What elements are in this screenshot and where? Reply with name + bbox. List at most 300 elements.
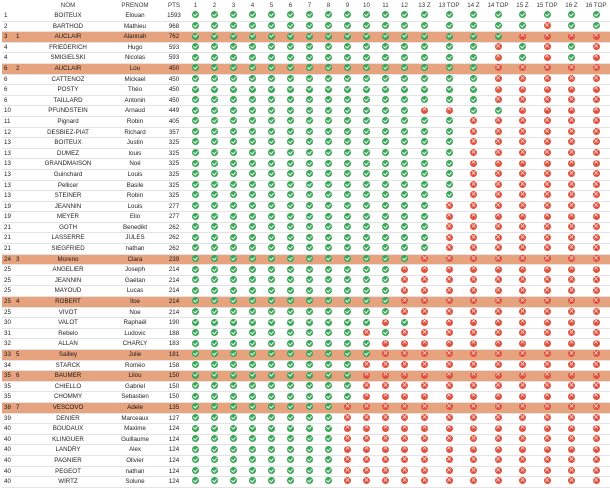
block-result-cell — [262, 254, 281, 265]
block-result-cell — [243, 21, 262, 32]
block-result-cell — [224, 445, 243, 456]
block-result-cell — [376, 413, 395, 424]
check-circle-icon — [421, 138, 428, 145]
check-circle-icon — [421, 234, 428, 241]
block-result-cell — [414, 74, 435, 85]
check-circle-icon — [363, 191, 370, 198]
block-result-cell — [395, 328, 414, 339]
cross-circle-icon — [593, 435, 600, 442]
cross-circle-icon — [593, 96, 600, 103]
block-result-cell — [338, 222, 357, 233]
check-circle-icon — [325, 149, 332, 156]
prenom-cell: Raphaël — [123, 319, 147, 327]
cross-circle-icon — [382, 435, 389, 442]
table-row — [2, 138, 610, 149]
cross-circle-icon — [519, 213, 526, 220]
check-circle-icon — [230, 435, 237, 442]
block-result-cell — [319, 318, 338, 329]
check-circle-icon — [268, 477, 275, 484]
cross-circle-icon — [593, 160, 600, 167]
check-circle-icon — [344, 22, 351, 29]
pts-cell: 357 — [168, 128, 180, 136]
block-result-cell — [435, 350, 463, 361]
category-rank-cell — [16, 148, 28, 159]
check-circle-icon — [421, 191, 428, 198]
block-result-cell — [463, 233, 484, 244]
block-result-cell — [395, 95, 414, 106]
block-result-cell — [357, 413, 376, 424]
block-result-cell — [582, 371, 610, 382]
block-result-cell — [300, 424, 319, 435]
block-result-cell — [262, 328, 281, 339]
check-circle-icon — [249, 372, 256, 379]
check-circle-icon — [249, 181, 256, 188]
block-result-cell — [512, 53, 533, 64]
cross-circle-icon — [568, 361, 575, 368]
check-circle-icon — [268, 255, 275, 262]
cross-circle-icon — [401, 382, 408, 389]
cross-circle-icon — [544, 54, 551, 61]
category-rank-cell — [16, 424, 28, 435]
block-result-cell — [205, 392, 224, 403]
block-result-cell — [463, 212, 484, 223]
block-result-cell — [435, 201, 463, 212]
check-circle-icon — [192, 393, 199, 400]
block-result-cell — [319, 244, 338, 255]
check-circle-icon — [211, 96, 218, 103]
block-result-cell — [300, 371, 319, 382]
check-circle-icon — [470, 22, 477, 29]
nom-cell: PAGNIER — [54, 456, 82, 464]
check-circle-icon — [325, 170, 332, 177]
check-circle-icon — [421, 22, 428, 29]
check-circle-icon — [268, 43, 275, 50]
prenom-cell: Guillaume — [121, 435, 149, 443]
block-result-cell — [262, 180, 281, 191]
category-rank-cell — [16, 434, 28, 445]
block-result-cell — [281, 74, 300, 85]
block-result-cell — [186, 74, 205, 85]
check-circle-icon — [249, 138, 256, 145]
cross-circle-icon — [568, 329, 575, 336]
block-result-cell — [319, 42, 338, 53]
check-circle-icon — [230, 319, 237, 326]
cross-circle-icon — [421, 477, 428, 484]
block-result-cell — [300, 159, 319, 170]
block-result-cell — [414, 63, 435, 74]
cross-circle-icon — [568, 382, 575, 389]
block-result-cell — [300, 466, 319, 477]
cross-circle-icon — [568, 297, 575, 304]
check-circle-icon — [287, 361, 294, 368]
block-result-cell — [435, 85, 463, 96]
block-result-cell — [395, 233, 414, 244]
check-circle-icon — [287, 425, 294, 432]
cross-circle-icon — [544, 393, 551, 400]
cross-circle-icon — [519, 308, 526, 315]
block-result-cell — [582, 169, 610, 180]
block-result-cell — [484, 381, 512, 392]
prenom-cell: Hugo — [127, 43, 143, 51]
block-result-cell — [205, 328, 224, 339]
cross-circle-icon — [470, 329, 477, 336]
cross-circle-icon — [470, 234, 477, 241]
cross-circle-icon — [421, 467, 428, 474]
block-result-cell — [300, 148, 319, 159]
block-result-cell — [512, 116, 533, 127]
nom-cell: ANGELIER — [52, 266, 84, 274]
check-circle-icon — [192, 477, 199, 484]
cross-circle-icon — [401, 393, 408, 400]
table-row — [2, 42, 610, 53]
block-result-cell — [484, 159, 512, 170]
cross-circle-icon — [593, 350, 600, 357]
check-circle-icon — [287, 477, 294, 484]
block-result-cell — [512, 318, 533, 329]
table-row — [2, 212, 610, 223]
block-result-cell — [262, 53, 281, 64]
check-circle-icon — [306, 403, 313, 410]
check-circle-icon — [287, 202, 294, 209]
cross-circle-icon — [401, 477, 408, 484]
block-result-cell — [414, 11, 435, 21]
cross-circle-icon — [446, 477, 453, 484]
check-circle-icon — [230, 456, 237, 463]
block-result-cell — [484, 180, 512, 191]
nom-cell: MEYER — [56, 213, 79, 221]
check-circle-icon — [192, 202, 199, 209]
block-result-cell — [463, 106, 484, 117]
block-result-cell — [561, 318, 582, 329]
block-result-cell — [376, 424, 395, 435]
cross-circle-icon — [593, 319, 600, 326]
pts-cell: 150 — [168, 382, 180, 390]
block-result-cell — [533, 32, 561, 43]
block-result-cell — [395, 445, 414, 456]
block-result-cell — [395, 297, 414, 308]
block-result-cell — [414, 212, 435, 223]
block-result-cell — [414, 413, 435, 424]
check-circle-icon — [325, 11, 332, 18]
cross-circle-icon — [593, 266, 600, 273]
block-result-cell — [357, 360, 376, 371]
prenom-cell: Alannah — [123, 33, 147, 41]
pts-cell: 214 — [168, 298, 180, 306]
block-result-cell — [300, 138, 319, 149]
check-circle-icon — [306, 446, 313, 453]
check-circle-icon — [287, 308, 294, 315]
block-result-cell — [561, 191, 582, 202]
cross-circle-icon — [593, 213, 600, 220]
block-result-cell — [561, 53, 582, 64]
rank-cell: 21 — [4, 234, 11, 242]
block-result-cell — [463, 116, 484, 127]
block-result-cell — [338, 402, 357, 413]
table-row — [2, 21, 610, 32]
block-result-cell — [243, 116, 262, 127]
check-circle-icon — [382, 255, 389, 262]
check-circle-icon — [344, 202, 351, 209]
block-header: 7 — [307, 1, 312, 9]
check-circle-icon — [401, 96, 408, 103]
check-circle-icon — [344, 244, 351, 251]
block-result-cell — [376, 148, 395, 159]
block-result-cell — [281, 127, 300, 138]
check-circle-icon — [306, 191, 313, 198]
check-circle-icon — [211, 149, 218, 156]
block-result-cell — [186, 275, 205, 286]
check-circle-icon — [211, 382, 218, 389]
nom-cell: PFUNDSTEIN — [48, 107, 88, 115]
cross-circle-icon — [401, 276, 408, 283]
prenom-cell: louis — [128, 149, 142, 157]
block-result-cell — [512, 95, 533, 106]
rank-cell: 13 — [4, 160, 11, 168]
table-row — [2, 11, 610, 21]
check-circle-icon — [192, 287, 199, 294]
block-result-cell — [262, 286, 281, 297]
block-result-cell — [395, 466, 414, 477]
rank-cell: 13 — [4, 170, 11, 178]
cross-circle-icon — [470, 128, 477, 135]
check-circle-icon — [249, 43, 256, 50]
rank-cell: 13 — [4, 139, 11, 147]
cross-circle-icon — [568, 435, 575, 442]
block-result-cell — [281, 106, 300, 117]
block-result-cell — [186, 148, 205, 159]
block-result-cell — [533, 191, 561, 202]
block-result-cell — [376, 127, 395, 138]
check-circle-icon — [268, 213, 275, 220]
block-result-cell — [533, 148, 561, 159]
check-circle-icon — [287, 255, 294, 262]
block-result-cell — [186, 265, 205, 276]
block-result-cell — [205, 180, 224, 191]
check-circle-icon — [421, 149, 428, 156]
block-result-cell — [262, 275, 281, 286]
check-circle-icon — [211, 477, 218, 484]
block-result-cell — [376, 445, 395, 456]
check-circle-icon — [249, 191, 256, 198]
check-circle-icon — [401, 11, 408, 18]
check-circle-icon — [230, 223, 237, 230]
block-result-cell — [512, 455, 533, 466]
check-circle-icon — [192, 297, 199, 304]
check-circle-icon — [249, 64, 256, 71]
block-result-cell — [395, 180, 414, 191]
block-result-cell — [338, 297, 357, 308]
block-result-cell — [243, 286, 262, 297]
cross-circle-icon — [495, 181, 502, 188]
check-circle-icon — [249, 75, 256, 82]
block-result-cell — [395, 402, 414, 413]
block-result-cell — [512, 222, 533, 233]
check-circle-icon — [306, 414, 313, 421]
block-result-cell — [561, 244, 582, 255]
cross-circle-icon — [495, 308, 502, 315]
block-result-cell — [224, 180, 243, 191]
cross-circle-icon — [568, 340, 575, 347]
prenom-cell: Clara — [127, 255, 143, 263]
block-result-cell — [338, 116, 357, 127]
block-result-cell — [533, 159, 561, 170]
check-circle-icon — [325, 107, 332, 114]
block-result-cell — [533, 371, 561, 382]
pts-cell: 262 — [168, 245, 180, 253]
check-circle-icon — [268, 329, 275, 336]
cross-circle-icon — [344, 414, 351, 421]
check-circle-icon — [344, 33, 351, 40]
category-rank-cell — [16, 445, 28, 456]
block-result-cell — [300, 42, 319, 53]
cross-circle-icon — [519, 329, 526, 336]
check-circle-icon — [268, 403, 275, 410]
check-circle-icon — [230, 96, 237, 103]
cross-circle-icon — [495, 350, 502, 357]
block-result-cell — [376, 53, 395, 64]
block-result-cell — [582, 434, 610, 445]
nom-cell: AUCLAIR — [54, 33, 82, 41]
block-result-cell — [414, 21, 435, 32]
check-circle-icon — [470, 96, 477, 103]
check-circle-icon — [363, 340, 370, 347]
block-result-cell — [435, 32, 463, 43]
block-result-cell — [484, 445, 512, 456]
block-result-cell — [262, 116, 281, 127]
check-circle-icon — [230, 276, 237, 283]
block-result-cell — [205, 233, 224, 244]
block-result-cell — [512, 265, 533, 276]
cross-circle-icon — [519, 477, 526, 484]
nom-cell: DENIER — [56, 414, 80, 422]
check-circle-icon — [268, 287, 275, 294]
table-row — [2, 222, 610, 233]
check-circle-icon — [211, 329, 218, 336]
block-result-cell — [205, 138, 224, 149]
cross-circle-icon — [495, 202, 502, 209]
check-circle-icon — [192, 255, 199, 262]
block-result-cell — [224, 254, 243, 265]
block-result-cell — [338, 381, 357, 392]
check-circle-icon — [306, 319, 313, 326]
check-circle-icon — [363, 319, 370, 326]
nom-cell: Pellicer — [57, 181, 79, 189]
check-circle-icon — [306, 372, 313, 379]
block-result-cell — [561, 307, 582, 318]
block-result-cell — [186, 318, 205, 329]
check-circle-icon — [363, 297, 370, 304]
block-result-cell — [435, 455, 463, 466]
block-result-cell — [533, 455, 561, 466]
check-circle-icon — [268, 308, 275, 315]
cross-circle-icon — [568, 128, 575, 135]
block-result-cell — [561, 21, 582, 32]
table-row — [2, 297, 610, 308]
block-result-cell — [357, 11, 376, 21]
check-circle-icon — [306, 340, 313, 347]
block-result-cell — [338, 466, 357, 477]
check-circle-icon — [306, 287, 313, 294]
block-result-cell — [224, 191, 243, 202]
block-result-cell — [224, 201, 243, 212]
block-result-cell — [561, 106, 582, 117]
check-circle-icon — [287, 117, 294, 124]
block-result-cell — [224, 63, 243, 74]
check-circle-icon — [249, 477, 256, 484]
block-result-cell — [561, 381, 582, 392]
block-result-cell — [435, 212, 463, 223]
block-result-cell — [243, 233, 262, 244]
cross-circle-icon — [421, 435, 428, 442]
cross-circle-icon — [593, 477, 600, 484]
block-result-cell — [205, 307, 224, 318]
check-circle-icon — [287, 64, 294, 71]
block-result-cell — [319, 402, 338, 413]
prenom-cell: Justin — [126, 139, 144, 147]
block-result-cell — [224, 116, 243, 127]
block-result-cell — [243, 201, 262, 212]
category-rank-cell — [16, 466, 28, 477]
check-circle-icon — [401, 75, 408, 82]
pts-cell: 277 — [168, 213, 180, 221]
block-result-cell — [414, 254, 435, 265]
check-circle-icon — [192, 329, 199, 336]
block-result-cell — [512, 360, 533, 371]
block-result-cell — [395, 265, 414, 276]
check-circle-icon — [495, 107, 502, 114]
rank-cell: 34 — [4, 361, 11, 369]
block-result-cell — [533, 477, 561, 488]
block-result-cell — [357, 148, 376, 159]
pts-cell: 188 — [168, 329, 180, 337]
check-circle-icon — [306, 22, 313, 29]
check-circle-icon — [325, 361, 332, 368]
check-circle-icon — [230, 170, 237, 177]
cross-circle-icon — [382, 425, 389, 432]
check-circle-icon — [192, 467, 199, 474]
block-result-cell — [205, 413, 224, 424]
rank-cell: 35 — [4, 393, 11, 401]
check-circle-icon — [306, 255, 313, 262]
block-result-cell — [376, 95, 395, 106]
block-result-cell — [376, 339, 395, 350]
cross-circle-icon — [495, 425, 502, 432]
nom-cell: LASSERRE — [51, 234, 85, 242]
block-result-cell — [205, 85, 224, 96]
block-result-cell — [376, 275, 395, 286]
check-circle-icon — [268, 64, 275, 71]
block-result-cell — [281, 424, 300, 435]
check-circle-icon — [325, 319, 332, 326]
block-result-cell — [186, 180, 205, 191]
nom-cell: VESCOVO — [52, 403, 84, 411]
cross-circle-icon — [544, 340, 551, 347]
check-circle-icon — [211, 287, 218, 294]
block-result-cell — [186, 254, 205, 265]
check-circle-icon — [344, 382, 351, 389]
block-result-cell — [414, 424, 435, 435]
check-circle-icon — [325, 393, 332, 400]
cross-circle-icon — [593, 244, 600, 251]
check-circle-icon — [382, 266, 389, 273]
cross-circle-icon — [544, 276, 551, 283]
block-result-cell — [300, 244, 319, 255]
check-circle-icon — [325, 350, 332, 357]
check-circle-icon — [306, 234, 313, 241]
block-result-cell — [338, 275, 357, 286]
block-result-cell — [533, 116, 561, 127]
block-result-cell — [338, 191, 357, 202]
